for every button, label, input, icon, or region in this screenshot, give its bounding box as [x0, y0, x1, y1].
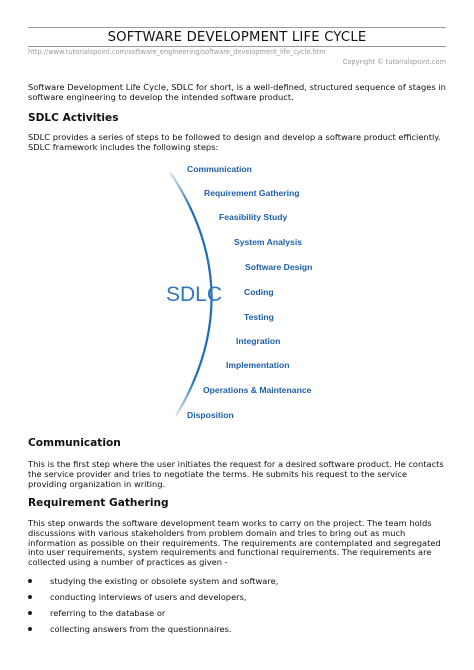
bullet-icon [28, 627, 32, 631]
bullet-icon [28, 579, 32, 583]
sdlc-step-label: Software Design [245, 262, 313, 272]
intro-paragraph: Software Development Life Cycle, SDLC for short, is a well-defined, structured sequence of stages in software engineering to develop the intended software product. [28, 82, 446, 102]
sdlc-step-label: Disposition [187, 410, 234, 420]
requirement-gathering-paragraph: This step onwards the software development team works to carry on the project. The team holds discussions with various stakeholders from problem domain and tries to bring out as much information as possible on their requirements. The requirements are contemplated and segregated into user requirements, system requirements and functional requirements. The requirements are collected using a number of practices as given - [28, 518, 441, 568]
heading-requirement-gathering: Requirement Gathering [28, 497, 169, 509]
sdlc-step-label: Testing [244, 312, 274, 322]
source-url[interactable]: http://www.tutorialspoint.com/software_engineering/software_development_life_cycle.htm [28, 48, 326, 56]
sdlc-step-label: Operations & Maintenance [203, 385, 312, 395]
sdlc-diagram [130, 158, 330, 428]
title-rule [28, 46, 446, 47]
sdlc-step-label: Communication [187, 164, 252, 174]
sdlc-step-label: Coding [244, 287, 274, 297]
sdlc-step-label: Feasibility Study [219, 212, 288, 222]
sdlc-center-label: SDLC [166, 283, 223, 306]
sdlc-step-label: System Analysis [234, 237, 302, 247]
bullet-icon [28, 611, 32, 615]
sdlc-step-label: Implementation [226, 360, 290, 370]
sdlc-step-label: Requirement Gathering [204, 188, 300, 198]
document-page: SOFTWARE DEVELOPMENT LIFE CYCLE http://www.tutorialspoint.com/software_engineering/software_development_life_cycle.htm Copyright © tutorialspoint.com Software Development Life Cycle, SDLC for short, is a well-defined, structured sequence of stages in software engineering to develop the intended software product. SDLC Activities SDLC provides a series of steps to be followed to design and develop a software product efficiently. SDLC framework includes the following steps: SDLC Communication Requirement Gathering Feasibility Study System Analysis Software Design Coding Testing Integration Implementation Operations & Maintenance Disposition Communication This is the first step where the user initiates the request for a desired software product. He contacts the service provider and tries to negotiate the terms. He submits his request to the service providing organization in writing. Requirement Gathering This step onwards the software development team works to carry on the project. The team holds discussions with various stakeholders from problem domain and tries to bring out as much information as possible on their requirements. The requirements are contemplated and segregated into user requirements, system requirements and functional requirements. The requirements are collected using a number of practices as given - studying the existing or obsolete system and software, conducting interviews of users and developers, referring to the database or collecting answers from the questionnaires. [0, 0, 474, 670]
top-rule [28, 27, 446, 28]
copyright-notice: Copyright © tutorialspoint.com [342, 58, 446, 66]
heading-communication: Communication [28, 437, 121, 449]
bullet-icon [28, 595, 32, 599]
communication-paragraph: This is the first step where the user initiates the request for a desired software product. He contacts the service provider and tries to negotiate the terms. He submits his request to the service providing organization in writing. [28, 459, 444, 489]
heading-sdlc-activities: SDLC Activities [28, 112, 119, 124]
page-title: SOFTWARE DEVELOPMENT LIFE CYCLE [107, 30, 367, 45]
sdlc-activities-paragraph: SDLC provides a series of steps to be followed to design and develop a software product efficiently. SDLC framework includes the following steps: [28, 132, 441, 152]
sdlc-step-label: Integration [236, 336, 281, 346]
